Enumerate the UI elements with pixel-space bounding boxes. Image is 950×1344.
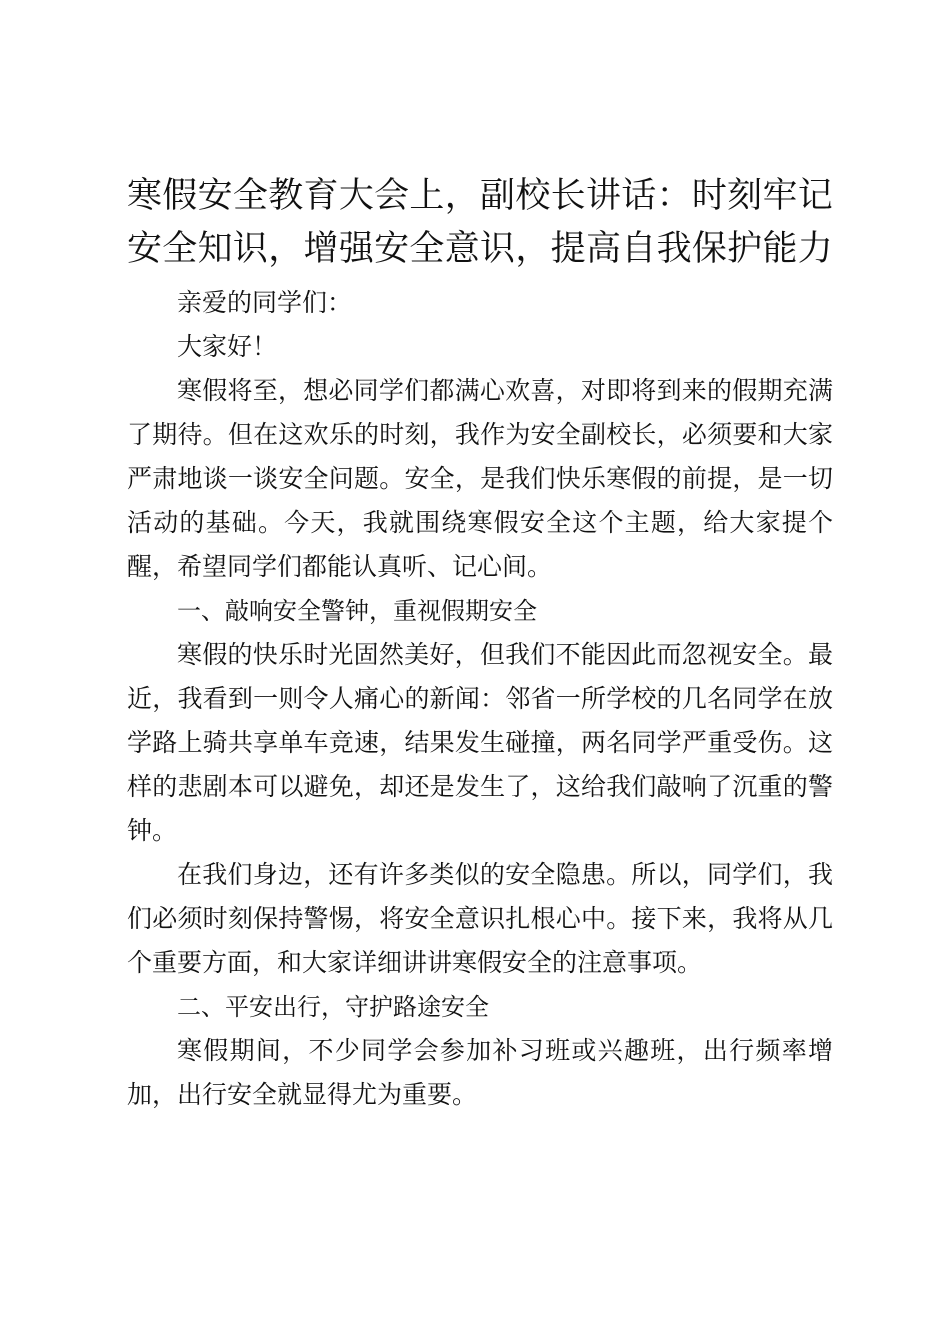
document-body [127, 281, 833, 1117]
section-1-paragraph-2: 在我们身边，还有许多类似的安全隐患。所以，同学们，我们必须时刻保持警惕，将安全意识扎根心中。接下来，我将从几个重要方面，和大家详细讲讲寒假安全的注意事项。 [127, 860, 833, 977]
document-content [127, 170, 833, 1117]
section-heading-2: 二、平安出行，守护路途安全 [177, 993, 489, 1021]
section-2-paragraph-1: 寒假期间，不少同学会参加补习班或兴趣班，出行频率增加，出行安全就显得尤为重要。 [127, 1036, 833, 1109]
section-1-paragraph-1: 寒假的快乐时光固然美好，但我们不能因此而忽视安全。最近，我看到一则令人痛心的新闻：邻省一所学校的几名同学在放学路上骑共享单车竞速，结果发生碰撞，两名同学严重受伤。这样的悲剧本可以避免，却还是发生了，这给我们敲响了沉重的警钟。 [127, 640, 833, 845]
hello-paragraph: 大家好！ [177, 332, 278, 361]
title-line-1: 寒假安全教育大会上，副校长讲话：时刻牢记 [127, 176, 833, 216]
greeting-paragraph: 亲爱的同学们： [177, 288, 353, 317]
title-line-2: 安全知识，增强安全意识，提高自我保护能力 [127, 229, 833, 269]
intro-paragraph: 寒假将至，想必同学们都满心欢喜，对即将到来的假期充满了期待。但在这欢乐的时刻，我作为安全副校长，必须要和大家严肃地谈一谈安全问题。安全，是我们快乐寒假的前提，是一切活动的基础。今天，我就围绕寒假安全这个主题，给大家提个醒，希望同学们都能认真听、记心间。 [127, 376, 833, 581]
section-heading-1: 一、敲响安全警钟，重视假期安全 [177, 597, 537, 625]
document-title [127, 170, 833, 276]
